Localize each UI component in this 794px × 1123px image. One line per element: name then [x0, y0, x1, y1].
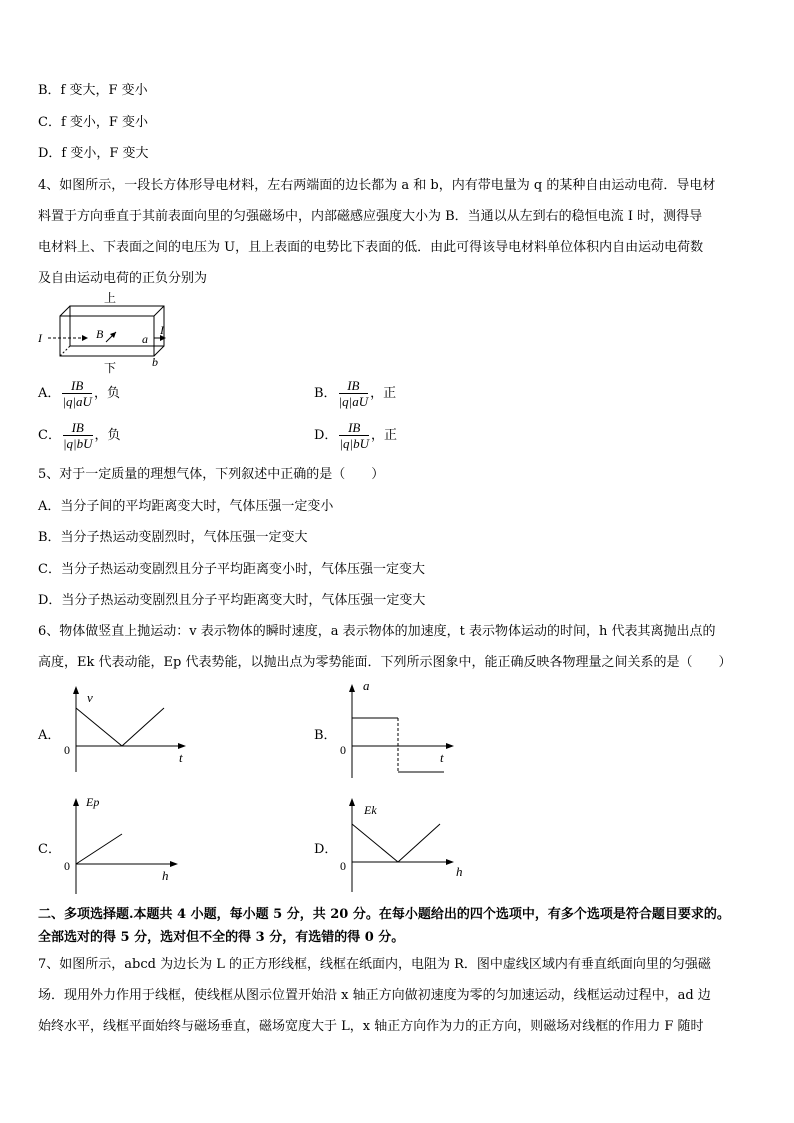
- q3-option-d: D．f 变小，F 变大: [38, 146, 149, 161]
- q4-option-c: [38, 420, 121, 451]
- fraction-numerator: IB: [339, 378, 369, 394]
- v-t-line: [76, 708, 122, 746]
- fraction-denominator: |q|bU: [339, 436, 369, 451]
- q4-option-a: [38, 378, 120, 409]
- v-t-line: [122, 708, 164, 746]
- q4-stem-line-4: 及自由运动电荷的正负分别为: [38, 271, 208, 286]
- q6-graph-a-label: A．: [38, 728, 61, 743]
- q5-option-d: D．当分子热运动变剧烈且分子平均距离变大时，气体压强一定变大: [38, 593, 426, 608]
- origin-label: 0: [340, 859, 346, 873]
- q4-stem-line-2: 料置于方向垂直于其前表面向里的匀强磁场中，内部磁感应强度大小为 B．当通以从左到右的稳恒电流 I 时，测得导: [38, 209, 703, 224]
- origin-label: 0: [64, 859, 70, 873]
- q4-option-d: [314, 420, 397, 451]
- q6-stem-line-2: 高度，Ek 代表动能，Ep 代表势能，以抛出点为零势能面．下列所示图象中，能正确反映各物理量之间关系的是（ ）: [38, 655, 732, 670]
- q3-option-b: B．f 变大，F 变小: [38, 83, 148, 98]
- ek-h-line: [398, 824, 440, 862]
- option-label: B．: [314, 386, 337, 401]
- option-label: A．: [38, 386, 61, 401]
- fraction-denominator: |q|aU: [338, 394, 369, 409]
- axis-y-label: Ek: [364, 803, 377, 817]
- q6-graph-a: [60, 686, 200, 776]
- q6-graph-b-label: B．: [314, 728, 337, 743]
- origin-label: 0: [64, 743, 70, 757]
- fraction-numerator: IB: [339, 420, 369, 436]
- option-label: C．: [38, 428, 61, 443]
- q3-option-c: C．f 变小，F 变小: [38, 115, 149, 130]
- option-sign: ，正: [370, 428, 397, 443]
- q5-option-a: A．当分子间的平均距离变大时，气体压强一定变小: [38, 499, 334, 514]
- q6-graph-d: [336, 794, 466, 894]
- q5-stem: 5、对于一定质量的理想气体，下列叙述中正确的是（ ）: [38, 467, 385, 482]
- q5-option-b: B．当分子热运动变剧烈时，气体压强一定变大: [38, 530, 308, 545]
- q6-graph-c: [60, 790, 190, 900]
- fraction-numerator: IB: [62, 378, 92, 394]
- q4-label-top: 上: [104, 292, 117, 305]
- axis-y-label: a: [363, 678, 370, 693]
- option-sign: ，正: [370, 386, 397, 401]
- ek-h-line: [352, 824, 398, 862]
- ep-h-line: [76, 834, 122, 864]
- q4-stem-line-3: 电材料上、下表面之间的电压为 U，且上表面的电势比下表面的低．由此可得该导电材料单位体积内自由运动电荷数: [38, 240, 704, 255]
- origin-label: 0: [340, 743, 346, 757]
- fraction-numerator: IB: [63, 420, 93, 436]
- q6-stem-line-1: 6、物体做竖直上抛运动：v 表示物体的瞬时速度，a 表示物体的加速度，t 表示物体运动的时间，h 代表其离抛出点的: [38, 624, 716, 639]
- q7-stem-line-1: 7、如图所示，abcd 为边长为 L 的正方形线框，线框在纸面内，电阻为 R．图中虚线区域内有垂直纸面向里的匀强磁: [38, 957, 711, 972]
- option-sign: ，负: [93, 386, 120, 401]
- section2-line-1: 二、多项选择题.本题共 4 小题，每小题 5 分，共 20 分。在每小题给出的四个选项中，有多个选项是符合题目要求的。: [38, 907, 730, 922]
- q7-stem-line-3: 始终水平，线框平面始终与磁场垂直，磁场宽度大于 L，x 轴正方向作为力的正方向，则磁场对线框的作用力 F 随时: [38, 1019, 704, 1034]
- axis-x-label: t: [179, 750, 183, 765]
- q4-label-i-left: I: [38, 331, 42, 345]
- axis-x-label: t: [440, 750, 444, 765]
- axis-x-label: h: [456, 864, 463, 879]
- q4-label-b-edge: b: [152, 355, 158, 369]
- fraction-denominator: |q|bU: [62, 436, 93, 451]
- axis-x-label: h: [162, 868, 169, 883]
- q4-label-i-right: I: [160, 323, 164, 337]
- q4-label-b: B: [96, 327, 104, 341]
- q4-stem-line-1: 4、如图所示，一段长方体形导电材料，左右两端面的边长都为 a 和 b，内有带电量为 q 的某种自由运动电荷．导电材: [38, 178, 716, 193]
- q5-option-c: C．当分子热运动变剧烈且分子平均距离变小时，气体压强一定变大: [38, 562, 425, 577]
- axis-y-label: v: [87, 690, 93, 705]
- q7-stem-line-2: 场．现用外力作用于线框，使线框从图示位置开始沿 x 轴正方向做初速度为零的匀加速运动，线框运动过程中，ad 边: [38, 988, 711, 1003]
- section2-line-2: 全部选对的得 5 分，选对但不全的得 3 分，有选错的得 0 分。: [38, 930, 405, 945]
- option-label: D．: [314, 428, 338, 443]
- q6-graph-b: [336, 676, 466, 781]
- q4-conductor-figure: [36, 292, 176, 374]
- q6-graph-d-label: D．: [314, 842, 338, 857]
- q6-graph-c-label: C．: [38, 842, 61, 857]
- q4-label-a: a: [142, 332, 148, 346]
- q4-option-b: [314, 378, 396, 409]
- option-sign: ，负: [94, 428, 121, 443]
- fraction-denominator: |q|aU: [62, 394, 92, 409]
- axis-y-label: Ep: [86, 795, 100, 809]
- q4-label-bottom: 下: [104, 361, 117, 374]
